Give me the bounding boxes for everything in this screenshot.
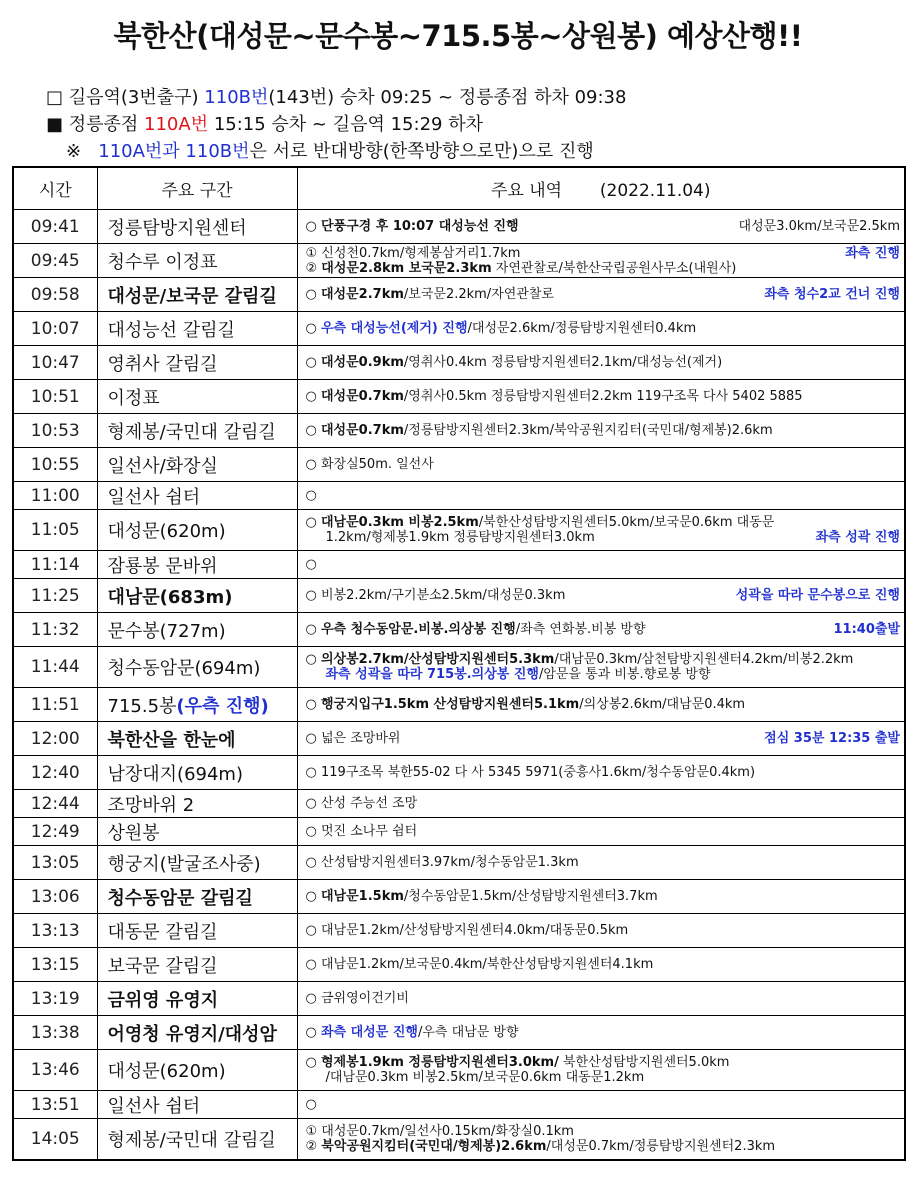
detail-cell [297, 210, 905, 244]
time-cell: 12:40 [13, 756, 97, 790]
note-line-3: ※ 110A번과 110B번은 서로 반대방향(한쪽방향으로만)으로 진행 [66, 141, 594, 162]
section-cell: 청수동암문 갈림길 [97, 880, 297, 914]
time-cell: 13:13 [13, 914, 97, 948]
schedule-table [12, 166, 906, 1161]
table-row [13, 551, 905, 579]
header-section: 주요 구간 [97, 167, 297, 210]
table-row [13, 448, 905, 482]
section-cell: 대성문(620m) [97, 1050, 297, 1091]
detail-cell [297, 846, 905, 880]
time-cell: 11:00 [13, 482, 97, 510]
header-detail: 주요 내역 (2022.11.04) [297, 167, 905, 210]
table-row [13, 914, 905, 948]
header-date: (2022.11.04) [599, 181, 711, 201]
detail-line: ○ 대남문0.3km 비봉2.5km/북한산성탐방지원센터5.0km/보국문0.6km 대동문 [305, 515, 775, 530]
time-cell: 10:47 [13, 346, 97, 380]
detail-cell [297, 510, 905, 551]
table-row [13, 579, 905, 613]
section-cell: 조망바위 2 [97, 790, 297, 818]
table-row [13, 613, 905, 647]
time-cell: 11:44 [13, 647, 97, 688]
bus-notes [46, 84, 626, 165]
time-cell: 09:41 [13, 210, 97, 244]
table-row [13, 722, 905, 756]
detail-line: ○ 좌측 대성문 진행/우측 대남문 방향 [305, 1025, 519, 1040]
detail-line: ○ 단풍구경 후 10:07 대성능선 진행 대성문3.0km/보국문2.5km [305, 219, 900, 234]
section-cell: 어영청 유영지/대성암 [97, 1016, 297, 1050]
time-cell: 11:32 [13, 613, 97, 647]
detail-cell [297, 647, 905, 688]
table-row [13, 414, 905, 448]
time-cell: 10:55 [13, 448, 97, 482]
detail-line: ○ [305, 488, 317, 503]
time-cell: 10:53 [13, 414, 97, 448]
detail-line: ○ 금위영이건기비 [305, 991, 409, 1006]
detail-cell [297, 818, 905, 846]
detail-line: ② 대성문2.8km 보국문2.3km 자연관찰로/북한산국립공원사무소(내원사) [305, 260, 737, 276]
table-row [13, 482, 905, 510]
detail-cell [297, 1091, 905, 1119]
time-cell: 13:46 [13, 1050, 97, 1091]
detail-line: ○ 대성문0.7km/영취사0.5km 정릉탐방지원센터2.2km 119구조목 다사 5402 5885 [305, 389, 803, 404]
detail-cell [297, 244, 905, 278]
section-cell: 대성능선 갈림길 [97, 312, 297, 346]
table-row [13, 880, 905, 914]
section-cell: 상원봉 [97, 818, 297, 846]
table-row [13, 1091, 905, 1119]
table-row [13, 1119, 905, 1160]
table-row [13, 790, 905, 818]
detail-line: 좌측 성곽을 따라 715봉.의상봉 진행/암문을 통과 비봉.향로봉 방향 [325, 667, 711, 682]
section-cell: 금위영 유영지 [97, 982, 297, 1016]
detail-line: ○ [305, 1097, 317, 1112]
table-row [13, 818, 905, 846]
table-row [13, 982, 905, 1016]
time-cell: 11:14 [13, 551, 97, 579]
detail-line: ○ 우측 청수동암문.비봉.의상봉 진행/좌측 연화봉.비봉 방향 11:40출발 [305, 622, 900, 637]
detail-line: ① 신성천0.7km/형제봉삼거리1.7km 좌측 진행 [305, 245, 900, 261]
time-cell: 11:51 [13, 688, 97, 722]
time-cell: 12:44 [13, 790, 97, 818]
time-cell: 10:51 [13, 380, 97, 414]
detail-line: ○ 대남문1.2km/보국문0.4km/북한산성탐방지원센터4.1km [305, 957, 654, 972]
detail-cell [297, 613, 905, 647]
section-cell: 대동문 갈림길 [97, 914, 297, 948]
detail-cell [297, 1050, 905, 1091]
note-line-1: □ 길음역(3번출구) 110B번(143번) 승차 09:25 ~ 정릉종점 하차 09:38 [46, 87, 627, 108]
table-row [13, 1016, 905, 1050]
detail-line: ○ 형제봉1.9km 정릉탐방지원센터3.0km/ 북한산성탐방지원센터5.0km [305, 1055, 730, 1070]
detail-cell [297, 756, 905, 790]
section-cell: 청수동암문(694m) [97, 647, 297, 688]
section-cell: 일선사 쉼터 [97, 482, 297, 510]
detail-line: ① 대성문0.7km/일선사0.15km/화장실0.1km [305, 1123, 574, 1139]
detail-line: 1.2km/형제봉1.9km 정릉탐방지원센터3.0km 좌측 성곽 진행 [325, 530, 900, 545]
section-cell: 문수봉(727m) [97, 613, 297, 647]
header-time: 시간 [13, 167, 97, 210]
time-cell: 12:00 [13, 722, 97, 756]
detail-cell [297, 790, 905, 818]
detail-line: ○ 대남문1.2km/산성탐방지원센터4.0km/대동문0.5km [305, 923, 629, 938]
detail-line: ○ 대남문1.5km/청수동암문1.5km/산성탐방지원센터3.7km [305, 889, 658, 904]
section-cell: 청수루 이정표 [97, 244, 297, 278]
section-cell: 일선사 쉼터 [97, 1091, 297, 1119]
detail-line: ○ 산성 주능선 조망 [305, 796, 418, 811]
section-cell: 대성문/보국문 갈림길 [97, 278, 297, 312]
time-cell: 13:15 [13, 948, 97, 982]
detail-line: ○ [305, 557, 317, 572]
detail-cell [297, 982, 905, 1016]
detail-line: ○ 대성문0.7km/정릉탐방지원센터2.3km/북악공원지킴터(국민대/형제봉)2.6km [305, 423, 773, 438]
table-row [13, 244, 905, 278]
section-cell: 일선사/화장실 [97, 448, 297, 482]
detail-cell [297, 482, 905, 510]
detail-line: ○ 우측 대성능선(제거) 진행/대성문2.6km/정릉탐방지원센터0.4km [305, 321, 697, 336]
detail-cell [297, 278, 905, 312]
detail-line: ○ 산성탐방지원센터3.97km/청수동암문1.3km [305, 855, 579, 870]
section-cell: 정릉탐방지원센터 [97, 210, 297, 244]
page-title: 북한산(대성문~문수봉~715.5봉~상원봉) 예상산행!! [113, 19, 803, 53]
table-row [13, 278, 905, 312]
section-cell: 북한산을 한눈에 [97, 722, 297, 756]
detail-line: ○ 119구조목 북한55-02 다 사 5345 5971(중흥사1.6km/청수동암문0.4km) [305, 765, 756, 780]
time-cell: 10:07 [13, 312, 97, 346]
detail-cell [297, 312, 905, 346]
detail-cell [297, 880, 905, 914]
time-cell: 13:51 [13, 1091, 97, 1119]
table-row [13, 210, 905, 244]
time-cell: 11:25 [13, 579, 97, 613]
detail-cell [297, 948, 905, 982]
detail-line: ○ 화장실50m. 일선사 [305, 457, 434, 472]
section-cell: 대남문(683m) [97, 579, 297, 613]
section-cell: 형제봉/국민대 갈림길 [97, 1119, 297, 1160]
section-cell: 715.5봉(우측 진행) [97, 688, 297, 722]
section-cell: 행궁지(발굴조사중) [97, 846, 297, 880]
time-cell: 13:06 [13, 880, 97, 914]
time-cell: 13:19 [13, 982, 97, 1016]
time-cell: 11:05 [13, 510, 97, 551]
note-line-2: ■ 정릉종점 110A번 15:15 승차 ~ 길음역 15:29 하차 [46, 114, 483, 135]
detail-cell [297, 1016, 905, 1050]
table-row [13, 846, 905, 880]
detail-cell [297, 346, 905, 380]
detail-cell [297, 688, 905, 722]
time-cell: 09:45 [13, 244, 97, 278]
section-cell: 남장대지(694m) [97, 756, 297, 790]
section-cell: 보국문 갈림길 [97, 948, 297, 982]
detail-line: /대남문0.3km 비봉2.5km/보국문0.6km 대동문1.2km [325, 1070, 645, 1085]
detail-cell [297, 722, 905, 756]
detail-line: ○ 의상봉2.7km/산성탐방지원센터5.3km/대남문0.3km/삼천탐방지원센터4.2km/비봉2.2km [305, 652, 854, 667]
detail-cell [297, 914, 905, 948]
detail-cell [297, 448, 905, 482]
table-header [13, 167, 905, 210]
table-row [13, 948, 905, 982]
table-row [13, 312, 905, 346]
detail-line: ○ 멋진 소나무 쉼터 [305, 824, 418, 839]
detail-line: ② 북악공원지킴터(국민대/형제봉)2.6km/대성문0.7km/정릉탐방지원센터2.3km [305, 1138, 776, 1154]
table-row [13, 510, 905, 551]
time-cell: 14:05 [13, 1119, 97, 1160]
detail-cell [297, 579, 905, 613]
detail-cell [297, 1119, 905, 1160]
detail-line: ○ 넓은 조망바위 점심 35분 12:35 출발 [305, 731, 900, 746]
table-row [13, 756, 905, 790]
detail-line: ○ 비봉2.2km/구기분소2.5km/대성문0.3km 성곽을 따라 문수봉으로 진행 [305, 588, 900, 603]
detail-line: ○ 대성문0.9km/영취사0.4km 정릉탐방지원센터2.1km/대성능선(제거) [305, 355, 723, 370]
table-row [13, 647, 905, 688]
time-cell: 13:05 [13, 846, 97, 880]
detail-cell [297, 414, 905, 448]
time-cell: 09:58 [13, 278, 97, 312]
detail-line: ○ 행궁지입구1.5km 산성탐방지원센터5.1km/의상봉2.6km/대남문0.4km [305, 697, 746, 712]
time-cell: 13:38 [13, 1016, 97, 1050]
section-cell: 형제봉/국민대 갈림길 [97, 414, 297, 448]
section-cell: 이정표 [97, 380, 297, 414]
detail-cell [297, 551, 905, 579]
table-row [13, 1050, 905, 1091]
detail-line: ○ 대성문2.7km/보국문2.2km/자연관찰로 좌측 청수2교 건너 진행 [305, 287, 900, 302]
detail-cell [297, 380, 905, 414]
section-cell: 영취사 갈림길 [97, 346, 297, 380]
table-row [13, 346, 905, 380]
table-row [13, 688, 905, 722]
section-cell: 잠룡봉 문바위 [97, 551, 297, 579]
section-cell: 대성문(620m) [97, 510, 297, 551]
table-row [13, 380, 905, 414]
time-cell: 12:49 [13, 818, 97, 846]
